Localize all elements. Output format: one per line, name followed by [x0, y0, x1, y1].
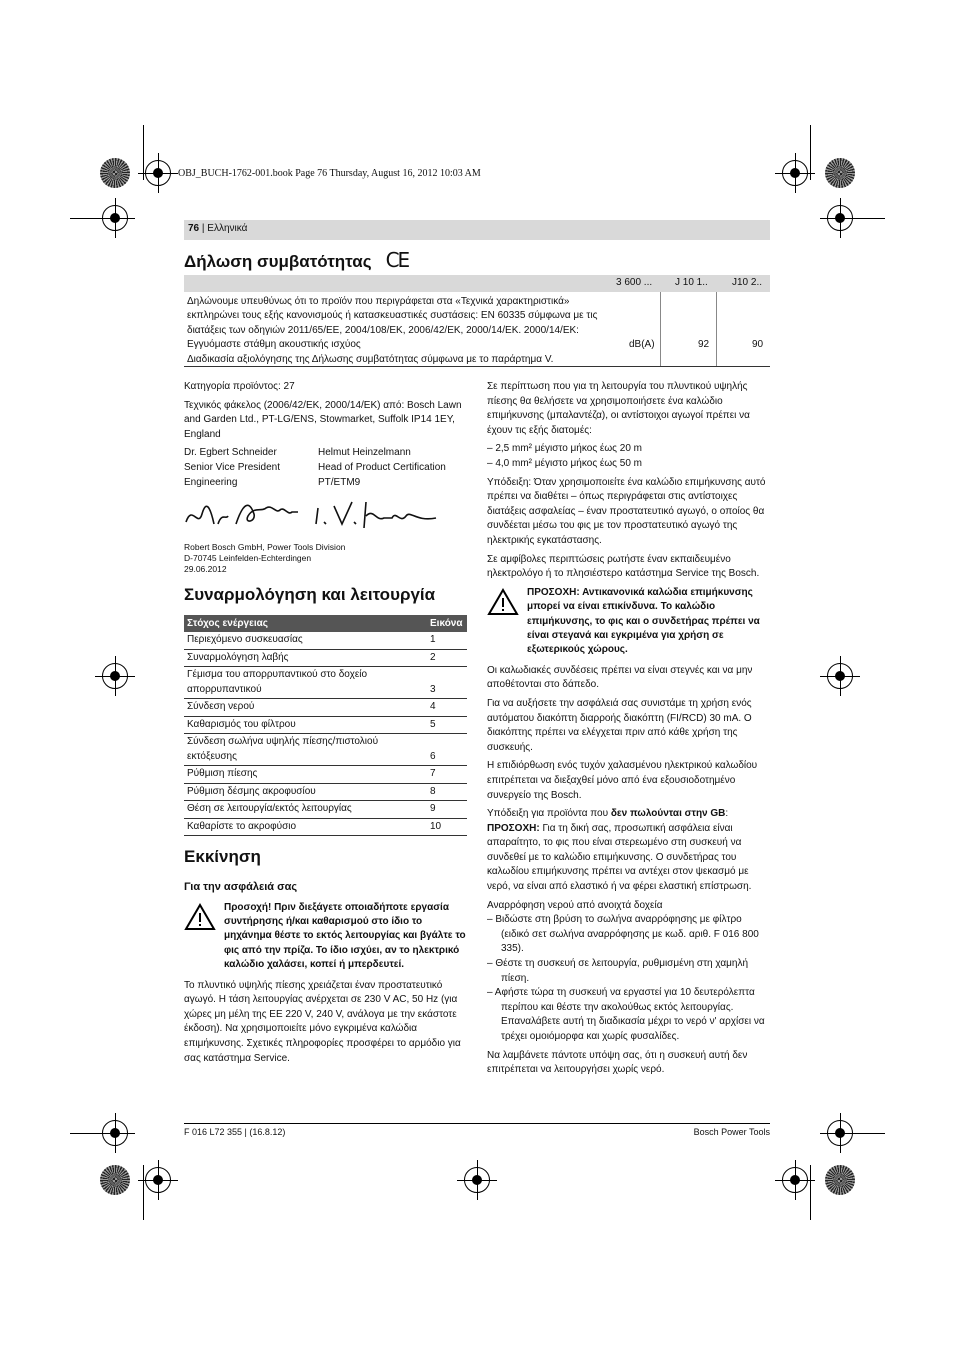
ce-mark-icon: CE [385, 248, 409, 272]
crosshair-icon [145, 1167, 171, 1193]
crosshair-icon [145, 160, 171, 186]
registration-star-icon [100, 1165, 130, 1195]
unit-label: dB(A) [629, 339, 655, 350]
crop-mark [70, 218, 115, 219]
page-number: 76 [188, 223, 200, 234]
left-column [184, 380, 467, 575]
table-row: Ρύθμιση δέσμης ακροφυσίου 8 [184, 783, 467, 801]
warning-triangle-icon [184, 903, 216, 931]
signer-name: Helmut Heinzelmann [318, 447, 411, 459]
assembly-title: Συναρμολόγηση και λειτουργία [184, 585, 436, 604]
language-label: Ελληνικά [207, 223, 248, 234]
table-row: Καθαρίστε το ακροφύσιο 10 [184, 818, 467, 836]
column-header: Εικόνα [427, 615, 467, 632]
signers: Dr. Egbert Schneider Senior Vice President Engineering Helmut Heinzelmann Head of Product Certification PT/ETM9 [184, 447, 446, 488]
table-row: Σύνδεση νερού 4 [184, 699, 467, 717]
registration-star-icon [825, 1165, 855, 1195]
declaration-text: Δηλώνουμε υπευθύνως ότι το προϊόν που περιγράφεται στα «Τεχνικά χαρακτηριστικά» εκπληρώνει τους εξής κανονισμούς ή κατασκευαστικές συστάσεις: EN 60335 σύμφωνα με τις διατάξεις των οδηγιών 2011/65/ΕΕ, 2004/108/ΕΚ, 2006/42/ΕΚ, 2000/14/ΕΚ. 2000/14/ΕΚ: Εγγυόμαστε στάθμη ακουστικής ισχύος Διαδικασία αξιολόγησης της Δήλωσης συμβατότητας σύμφωνα με το παράρτημα V. [187, 296, 598, 365]
table-row: Σύνδεση σωλήνα υψηλής πίεσης/πιστολιού εκτόξευσης 6 [184, 734, 467, 766]
column-header: 3 600 ... [616, 277, 653, 288]
safety-title: Για την ασφάλειά σας [184, 881, 298, 893]
company-address: Robert Bosch GmbH, Power Tools Division D-70745 Leinfelden-Echterdingen 29.06.2012 [184, 541, 346, 574]
steps-table [184, 615, 467, 836]
crop-mark [143, 1165, 144, 1220]
list-item: – Θέστε τη συσκευή σε λειτουργία, ρυθμισμένη στη χαμηλή πίεση. [487, 958, 749, 984]
warning-text: ΠΡΟΣΟΧΗ: Αντικανονικά καλώδια επιμήκυνσης μπορεί να είναι επικίνδυνα. Το καλώδιο επιμήκυνσης, το φις και ο συνδετήρας πρέπει να είναι στεγανά και εγκριμένα για χρήση σε εξωτερικούς χώρους. [527, 586, 760, 656]
crosshair-icon [782, 160, 808, 186]
warning-block [184, 901, 467, 973]
start-title: Εκκίνηση [184, 847, 261, 866]
list-item: – Αφήστε τώρα τη συσκευή να εργαστεί για 10 δευτερόλεπτα περίπου και θέστε την ακολούθως εκτός λειτουργίας. Επαναλάβετε αυτή τη διαδικασία μέχρι το νερό ν' αρχίσει να τρέχει ομοιόμορφα και χωρίς φυσαλίδες. [487, 987, 765, 1042]
warning-triangle-icon [487, 588, 519, 616]
list-item: – Βιδώστε στη βρύση το σωλήνα αναρρόφησης με φίλτρο (ειδικό σετ σωλήνα αναρρόφησης με κωδ. αριθ. F 016 800 335). [487, 914, 759, 955]
registration-star-icon [825, 158, 855, 188]
declaration-table-body [184, 292, 770, 367]
column-header: J10 2.. [732, 277, 763, 288]
crop-mark [810, 125, 811, 180]
column-header: Στόχος ενέργειας [184, 615, 427, 632]
crosshair-icon [102, 663, 128, 689]
footer-left: F 016 L72 355 | (16.8.12) [184, 1127, 286, 1137]
crop-mark [143, 125, 144, 180]
print-header: OBJ_BUCH-1762-001.book Page 76 Thursday, August 16, 2012 10:03 AM [178, 168, 481, 179]
declaration-table-header [184, 275, 770, 292]
footer-right: Bosch Power Tools [693, 1127, 770, 1137]
value-cell: 92 [698, 339, 710, 350]
table-row: Συναρμολόγηση λαβής 2 [184, 649, 467, 667]
registration-star-icon [100, 158, 130, 188]
right-column: Σε περίπτωση που για τη λειτουργία του πλυντικού υψηλής πίεσης θα θελήσετε να χρησιμοποιήσετε ένα καλώδιο επιμήκυνσης (μπαλαντέζα), οι αντίστοιχοι αγωγοί πρέπει να έχουν τις εξής διατομές: – 2,5 mm² μέγιστο μήκος έως 20 m – 4,0 mm² μέγιστο μήκος έως 50 m Υπόδειξη: Όταν χρησιμοποιείτε ένα καλώδιο επιμήκυνσης αυτό πρέπει να διαθέτει – όπως περιγράφεται στις αντίστοιχες διατάξεις ασφαλείας – έναν προστατευτικό αγωγό, ο οποίος θα συνδέεται μέσω του φις με τον προστατευτικό αγωγό της ηλεκτρικής εγκατάστασης. Σε αμφίβολες περιπτώσεις ρωτήστε έναν εκπαιδευμένο ηλεκτρολόγο ή το πλησιέστερο κατάστημα Service της Bosch. ΠΡΟΣΟΧΗ: Αντικανονικά καλώδια επιμήκυνσης μπορεί να είναι επικίνδυνα. Το καλώδιο επιμήκυνσης, το φις και ο συνδετήρας πρέπει να είναι στεγανά και εγκριμένα για χρήση σε εξωτερικούς χώρους. Οι καλωδιακές συνδέσεις πρέπει να είναι στεγνές και να μην αποθέτονται στο δάπεδο. Για να αυξήσετε την ασφάλειά σας συνιστάμε τη χρήση ενός αυτόματου διακόπτη διαρροής διακόπτη (FI/RCD) 30 mA. Ο διακόπτης πρέπει να ελέγχεται πριν από κάθε χρήση της συσκευής. Η επιδιόρθωση ενός τυχόν χαλασμένου ηλεκτρικού καλωδίου επιτρέπεται να διεξαχθεί μόνο από ένα εξουσιοδοτημένο συνεργείο της Bosch. Υπόδειξη για προϊόντα που δεν πωλούνται στην GB: ΠΡΟΣΟΧΗ: Για τη δική σας, προσωπική ασφάλεια είναι απαραίτητο, το φις που είναι στερεωμένο στη συσκευή να συνδεθεί με το καλώδιο επιμήκυνσης. Ο συνδετήρας του καλωδίου επιμήκυνσης πρέπει να αντέχει στον ψεκασμό με νερό, να είναι από ελαστικό ή να φέρει ελαστική επίστρωση. Αναρρόφηση νερού από ανοιχτά δοχεία – Βιδώστε στη βρύση το σωλήνα αναρρόφησης με φίλτρο (ειδικό σετ σωλήνα αναρρόφησης με κωδ. αριθ. F 016 800 335). – Θέστε τη συσκευή σε λειτουργία, ρυθμισμένη στη χαμηλή πίεση. – Αφήστε τώρα τη συσκευή να εργαστεί για 10 δευτερόλεπτα περίπου και θέστε την ακολούθως εκτός λειτουργίας. Επαναλάβετε αυτή τη διαδικασία μέχρι το νερό ν' αρχίσει να τρέχει ομοιόμορφα και χωρίς φυσαλίδες. Να λαμβάνετε πάντοτε υπόψη σας, ότι η συσκευή αυτή δεν επιτρέπεται να λειτουργήσει χωρίς νερό. [487, 380, 770, 1082]
table-row: Γέμισμα του απορρυπαντικού στο δοχείο απορρυπαντικού 3 [184, 667, 467, 699]
value-cell: 90 [752, 339, 764, 350]
crosshair-icon [782, 1167, 808, 1193]
footer-divider [184, 1123, 770, 1124]
crop-mark [840, 1133, 885, 1134]
page-header: 76 | Ελληνικά [184, 220, 770, 240]
crop-mark [840, 218, 885, 219]
table-row: Ρύθμιση πίεσης 7 [184, 766, 467, 784]
crosshair-icon [827, 663, 853, 689]
crop-mark [810, 1165, 811, 1220]
declaration-title-text: Δήλωση συμβατότητας [184, 252, 372, 271]
power-paragraph: Το πλυντικό υψηλής πίεσης χρειάζεται έναν προστατευτικό αγωγό. Η τάση λειτουργίας ανέρχεται σε 230 V AC, 50 Hz (για χώρες μη μέλη της ΕΕ 220 V, 240 V, ανάλογα με την εκάστοτε έκδοση). Να χρησιμοποιείτε μόνο εγκριμένα καλώδια επιμήκυνσης. Σχετικές πληροφορίες προσφέρει το αρμόδιο για σας κατάστημα Service. [184, 979, 461, 1064]
table-row: Καθαρισμός του φίλτρου 5 [184, 716, 467, 734]
crosshair-icon [464, 1167, 490, 1193]
column-header: J 10 1.. [675, 277, 708, 288]
warning-block [487, 586, 770, 658]
product-category: Κατηγορία προϊόντος: 27 [184, 381, 295, 392]
crop-mark [70, 1133, 115, 1134]
declaration-title [184, 248, 408, 272]
safety-section [184, 880, 467, 1070]
declaration-table [184, 275, 770, 367]
technical-file: Τεχνικός φάκελος (2006/42/ΕΚ, 2000/14/ΕΚ) από: Bosch Lawn and Garden Ltd., PT-LG/ENS, Stowmarket, Suffolk IP14 1EY, England [184, 399, 462, 440]
signer-name: Dr. Egbert Schneider [184, 447, 277, 459]
table-row: Θέση σε λειτουργία/εκτός λειτουργίας 9 [184, 801, 467, 819]
warning-text: Προσοχή! Πριν διεξάγετε οποιαδήποτε εργασία συντήρησης ή/και καθαρισμού στο ίδιο το μηχάνημα θέστε το εκτός λειτουργίας και βγάλτε το φις από την πρίζα. Το ίδιο ισχύει, αν το ηλεκτρικό καλώδιο χαλάσει, κοπεί ή μπερδευτεί. [224, 901, 466, 971]
signatures-image [184, 494, 444, 534]
table-row: Περιεχόμενο συσκευασίας 1 [184, 632, 467, 649]
